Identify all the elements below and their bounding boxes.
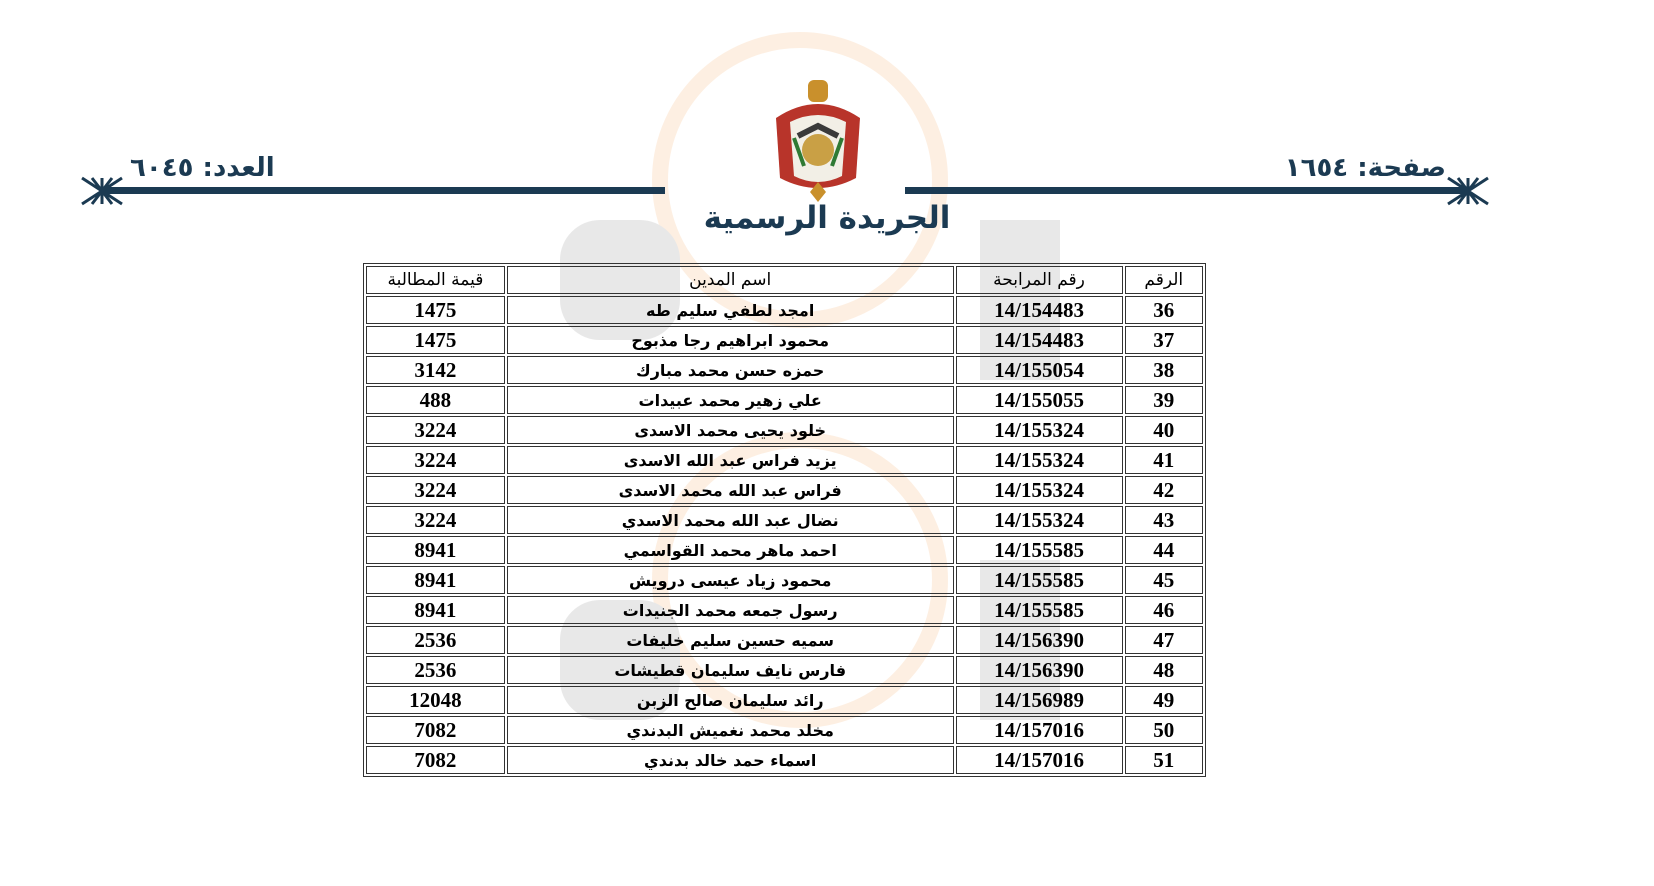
claim-value: 3224 — [366, 506, 505, 534]
row-number: 37 — [1125, 326, 1203, 354]
murabaha-number: 14/156390 — [956, 626, 1123, 654]
page-number-label — [1285, 153, 1446, 183]
claim-value: 3224 — [366, 416, 505, 444]
column-header-number: الرقم — [1125, 266, 1203, 294]
table-header-row — [366, 266, 1203, 294]
row-number: 44 — [1125, 536, 1203, 564]
debtor-name: مخلد محمد نغميش البدندي — [507, 716, 954, 744]
table-row — [366, 446, 1203, 474]
claim-value: 7082 — [366, 746, 505, 774]
debtor-name: محمود زياد عيسى درويش — [507, 566, 954, 594]
row-number: 51 — [1125, 746, 1203, 774]
debtor-name: فارس نايف سليمان قطيشات — [507, 656, 954, 684]
table-row — [366, 416, 1203, 444]
murabaha-number: 14/154483 — [956, 296, 1123, 324]
claim-value: 3142 — [366, 356, 505, 384]
claim-value: 8941 — [366, 566, 505, 594]
murabaha-number: 14/155055 — [956, 386, 1123, 414]
table-row — [366, 476, 1203, 504]
debtors-table — [363, 263, 1206, 777]
coat-of-arms-emblem — [768, 78, 868, 206]
row-number: 47 — [1125, 626, 1203, 654]
issue-number-label — [130, 153, 275, 183]
table-row — [366, 656, 1203, 684]
row-number: 41 — [1125, 446, 1203, 474]
row-number: 43 — [1125, 506, 1203, 534]
murabaha-number: 14/155585 — [956, 566, 1123, 594]
column-header-debtor-name: اسم المدين — [507, 266, 954, 294]
murabaha-number: 14/155585 — [956, 596, 1123, 624]
murabaha-number: 14/156390 — [956, 656, 1123, 684]
debtor-name: احمد ماهر محمد القواسمي — [507, 536, 954, 564]
murabaha-number: 14/156989 — [956, 686, 1123, 714]
claim-value: 1475 — [366, 326, 505, 354]
row-number: 39 — [1125, 386, 1203, 414]
row-number: 36 — [1125, 296, 1203, 324]
murabaha-number: 14/155585 — [956, 536, 1123, 564]
debtor-name: علي زهير محمد عبيدات — [507, 386, 954, 414]
debtor-name: خلود يحيى محمد الاسدى — [507, 416, 954, 444]
claim-value: 488 — [366, 386, 505, 414]
page-number: ١٦٥٤ — [1284, 153, 1349, 183]
row-number: 42 — [1125, 476, 1203, 504]
murabaha-number: 14/155324 — [956, 446, 1123, 474]
table-row — [366, 356, 1203, 384]
murabaha-number: 14/154483 — [956, 326, 1123, 354]
debtor-name: نضال عبد الله محمد الاسدي — [507, 506, 954, 534]
table-row — [366, 296, 1203, 324]
table-row — [366, 566, 1203, 594]
table-row — [366, 386, 1203, 414]
claim-value: 3224 — [366, 476, 505, 504]
table-row — [366, 746, 1203, 774]
debtor-name: اسماء حمد خالد بدندي — [507, 746, 954, 774]
claim-value: 7082 — [366, 716, 505, 744]
issue-label: العدد: — [202, 153, 275, 183]
debtor-name: حمزه حسن محمد مبارك — [507, 356, 954, 384]
table-row — [366, 686, 1203, 714]
column-header-claim-value: قيمة المطالبة — [366, 266, 505, 294]
row-number: 50 — [1125, 716, 1203, 744]
murabaha-number: 14/157016 — [956, 716, 1123, 744]
header-rule-left — [100, 187, 665, 194]
header-rule-right — [905, 187, 1470, 194]
table-row — [366, 716, 1203, 744]
claim-value: 2536 — [366, 626, 505, 654]
murabaha-number: 14/157016 — [956, 746, 1123, 774]
claim-value: 3224 — [366, 446, 505, 474]
claim-value: 8941 — [366, 596, 505, 624]
table-row — [366, 326, 1203, 354]
debtor-name: سميه حسين سليم خليفات — [507, 626, 954, 654]
debtor-name: امجد لطفي سليم طه — [507, 296, 954, 324]
murabaha-number: 14/155324 — [956, 416, 1123, 444]
murabaha-number: 14/155324 — [956, 506, 1123, 534]
row-number: 46 — [1125, 596, 1203, 624]
table-row — [366, 506, 1203, 534]
row-number: 45 — [1125, 566, 1203, 594]
row-number: 40 — [1125, 416, 1203, 444]
murabaha-number: 14/155054 — [956, 356, 1123, 384]
murabaha-number: 14/155324 — [956, 476, 1123, 504]
claim-value: 2536 — [366, 656, 505, 684]
debtor-name: رائد سليمان صالح الزبن — [507, 686, 954, 714]
page-label: صفحة: — [1357, 153, 1446, 183]
column-header-murabaha-number: رقم المرابحة — [956, 266, 1123, 294]
claim-value: 12048 — [366, 686, 505, 714]
table-row — [366, 536, 1203, 564]
row-number: 48 — [1125, 656, 1203, 684]
debtor-name: محمود ابراهيم رجا مذبوح — [507, 326, 954, 354]
debtor-name: يزيد فراس عبد الله الاسدى — [507, 446, 954, 474]
row-number: 49 — [1125, 686, 1203, 714]
claim-value: 1475 — [366, 296, 505, 324]
debtor-name: رسول جمعه محمد الجنيدات — [507, 596, 954, 624]
debtor-name: فراس عبد الله محمد الاسدى — [507, 476, 954, 504]
table-row — [366, 596, 1203, 624]
gazette-title: الجريدة الرسمية — [703, 200, 951, 236]
claim-value: 8941 — [366, 536, 505, 564]
issue-number: ٦٠٤٥ — [130, 153, 194, 183]
table-row — [366, 626, 1203, 654]
row-number: 38 — [1125, 356, 1203, 384]
